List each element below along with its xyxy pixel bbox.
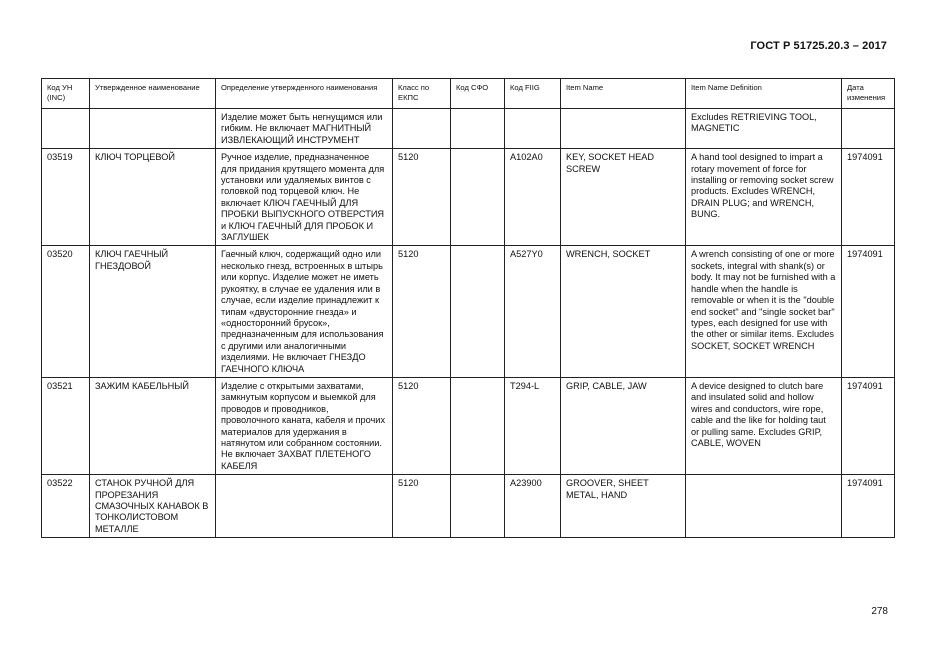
cell-item-name: GROOVER, SHEET METAL, HAND	[561, 475, 686, 538]
cell-definition: Ручное изделие, предназначенное для придания крутящего момента для установки или удаляемых винтов с головкой под торцевой ключ. Не включает КЛЮЧ ГАЕЧНЫЙ ДЛЯ ПРОБКИ ВЫПУСКНОГО ОТВЕРСТИЯ и КЛЮЧ ГАЕЧНЫЙ ДЛЯ ПРОБОК И ЗАГЛУШЕК	[216, 149, 393, 246]
table-row	[42, 475, 895, 538]
cell-approved-name: КЛЮЧ ГАЕЧНЫЙ ГНЕЗДОВОЙ	[90, 246, 216, 377]
table-row	[42, 109, 895, 149]
cell-definition: Изделие с открытыми захватами, замкнутым корпусом и выемкой для проводов и проводников, проволочного каната, кабеля и прочих материалов для удержания в натянутом или собранном состоянии. Не включает ЗАХВАТ ПЛЕТЕНОГО КАБЕЛЯ	[216, 377, 393, 474]
cell-item-name: GRIP, CABLE, JAW	[561, 377, 686, 474]
cell-fiig-code: A527Y0	[505, 246, 561, 377]
col-header-fiig-code: Код FIIG	[505, 79, 561, 109]
cell-item-name: WRENCH, SOCKET	[561, 246, 686, 377]
cell-fiig-code: A102A0	[505, 149, 561, 246]
cell-item-name-definition: A hand tool designed to impart a rotary movement of force for installing or removing socket screw products. Excludes WRENCH, DRAIN PLUG; and WRENCH, BUNG.	[686, 149, 842, 246]
table-row	[42, 377, 895, 474]
cell-item-name: KEY, SOCKET HEAD SCREW	[561, 149, 686, 246]
cell-approved-name: СТАНОК РУЧНОЙ ДЛЯ ПРОРЕЗАНИЯ СМАЗОЧНЫХ КАНАВОК В ТОНКОЛИСТОВОМ МЕТАЛЛЕ	[90, 475, 216, 538]
cell-ekps-class: 5120	[393, 246, 451, 377]
cell-item-name-definition: A device designed to clutch bare and insulated solid and hollow wires and conductors, wire rope, cable and the like for holding taut or pulling same. Excludes GRIP, CABLE, WOVEN	[686, 377, 842, 474]
col-header-sfo-code: Код СФО	[451, 79, 505, 109]
table-header-row	[42, 79, 895, 109]
cell-inc	[42, 109, 90, 149]
cell-definition: Гаечный ключ, содержащий одно или несколько гнезд, встроенных в штырь или корпус. Изделие может не иметь рукоятку, в случае ее удаления или в случае, если изделие принадлежит к типам «двусторонние гнезда» и «односторонний брусок», предназначенным для использования с другими или аналогичными изделиями. Не включает ГНЕЗДО ГАЕЧНОГО КЛЮЧА	[216, 246, 393, 377]
cell-change-date: 1974091	[842, 377, 895, 474]
cell-sfo-code	[451, 149, 505, 246]
col-header-definition: Определение утвержденного наименования	[216, 79, 393, 109]
table-row	[42, 246, 895, 377]
cell-ekps-class: 5120	[393, 377, 451, 474]
cell-sfo-code	[451, 377, 505, 474]
cell-inc: 03522	[42, 475, 90, 538]
col-header-item-name-definition: Item Name Definition	[686, 79, 842, 109]
cell-change-date	[842, 109, 895, 149]
cell-definition	[216, 475, 393, 538]
cell-approved-name: ЗАЖИМ КАБЕЛЬНЫЙ	[90, 377, 216, 474]
document-id-header: ГОСТ Р 51725.20.3 – 2017	[750, 40, 887, 52]
cell-sfo-code	[451, 246, 505, 377]
cell-fiig-code: T294-L	[505, 377, 561, 474]
cell-item-name	[561, 109, 686, 149]
cell-approved-name	[90, 109, 216, 149]
cell-approved-name: КЛЮЧ ТОРЦЕВОЙ	[90, 149, 216, 246]
col-header-inc: Код УН (INC)	[42, 79, 90, 109]
cell-sfo-code	[451, 109, 505, 149]
cell-ekps-class	[393, 109, 451, 149]
cell-fiig-code	[505, 109, 561, 149]
col-header-approved-name: Утвержденное наименование	[90, 79, 216, 109]
cell-change-date: 1974091	[842, 475, 895, 538]
cell-change-date: 1974091	[842, 246, 895, 377]
cell-fiig-code: A23900	[505, 475, 561, 538]
col-header-item-name: Item Name	[561, 79, 686, 109]
cell-inc: 03520	[42, 246, 90, 377]
table-row	[42, 149, 895, 246]
cell-ekps-class: 5120	[393, 149, 451, 246]
cell-definition: Изделие может быть негнущимся или гибким. Не включает МАГНИТНЫЙ ИЗВЛЕКАЮЩИЙ ИНСТРУМЕНТ	[216, 109, 393, 149]
cell-change-date: 1974091	[842, 149, 895, 246]
cell-sfo-code	[451, 475, 505, 538]
col-header-change-date: Дата изменения	[842, 79, 895, 109]
cell-ekps-class: 5120	[393, 475, 451, 538]
cell-item-name-definition: Excludes RETRIEVING TOOL, MAGNETIC	[686, 109, 842, 149]
cell-item-name-definition: A wrench consisting of one or more sockets, integral with shank(s) or body. It may not be furnished with a handle when the handle is removable or when it is the "double end socket" and "single socket bar" types, each designed for use with the other or similar items. Excludes SOCKET, SOCKET WRENCH	[686, 246, 842, 377]
cell-inc: 03519	[42, 149, 90, 246]
page-number: 278	[871, 606, 888, 617]
cell-inc: 03521	[42, 377, 90, 474]
col-header-ekps-class: Класс по ЕКПС	[393, 79, 451, 109]
catalog-table	[41, 78, 895, 538]
cell-item-name-definition	[686, 475, 842, 538]
